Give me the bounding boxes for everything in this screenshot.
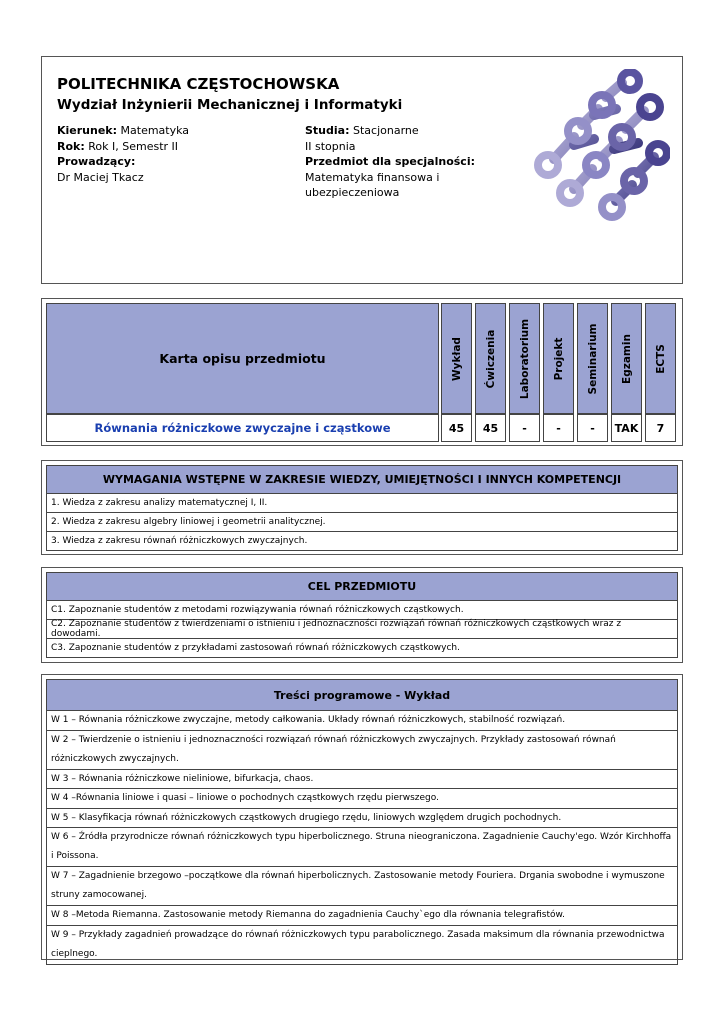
- col-header-ects: ECTS: [645, 303, 676, 414]
- prowadzacy-value: Dr Maciej Tkacz: [57, 170, 144, 184]
- lecture-item: W 6 – Źródła przyrodnicze równań różniczkowych typu hiperbolicznego. Struna nieograniczona. Zagadnienie Cauchy'ego. Wzór Kirchhoffa i Poissona.: [46, 828, 678, 867]
- header-left-column: [57, 123, 189, 185]
- requirements-section: [41, 460, 683, 555]
- rok-label: Rok:: [57, 139, 85, 153]
- value-seminarium: -: [577, 414, 608, 442]
- lecture-item: W 2 – Twierdzenie o istnieniu i jednoznaczności rozwiązań równań różniczkowych zwyczajnych. Przykłady zastosowań równań różniczkowych zwyczajnych.: [46, 731, 678, 770]
- lecture-item: W 5 – Klasyfikacja równań różniczkowych cząstkowych drugiego rzędu, liniowych względem drugich pochodnych.: [46, 809, 678, 829]
- rok-value: Rok I, Semestr II: [88, 139, 179, 153]
- col-header-laboratorium: Laboratorium: [509, 303, 540, 414]
- lectures-title: Treści programowe - Wykład: [46, 679, 678, 711]
- goal-item: C1. Zapoznanie studentów z metodami rozwiązywania równań różniczkowych cząstkowych.: [46, 601, 678, 620]
- col-header-wyklad: Wykład: [441, 303, 472, 414]
- lecture-item: W 1 – Równania różniczkowe zwyczajne, metody całkowania. Układy równań różniczkowych, stabilność rozwiązań.: [46, 711, 678, 731]
- header-right-column: [305, 123, 475, 201]
- col-header-egzamin: Egzamin: [611, 303, 642, 414]
- kierunek-label: Kierunek:: [57, 124, 118, 137]
- lecture-item: W 8 –Metoda Riemanna. Zastosowanie metody Riemanna do zagadnienia Cauchy`ego dla równania telegrafistów.: [46, 906, 678, 926]
- col-header-cwiczenia: Ćwiczenia: [475, 303, 506, 414]
- kierunek-value: Matematyka: [120, 124, 190, 137]
- przedmiot-line1: Matematyka finansowa i: [305, 170, 440, 184]
- value-laboratorium: -: [509, 414, 540, 442]
- goal-item: C2. Zapoznanie studentów z twierdzeniami o istnieniu i jednoznaczności rozwiązań równań różniczkowych cząstkowych wraz z dowodami.: [46, 620, 678, 639]
- goal-item: C3. Zapoznanie studentów z przykładami zastosowań równań różniczkowych cząstkowych.: [46, 639, 678, 658]
- value-cwiczenia: 45: [475, 414, 506, 442]
- col-header-seminarium: Seminarium: [577, 303, 608, 414]
- col-header-projekt: Projekt: [543, 303, 574, 414]
- value-projekt: -: [543, 414, 574, 442]
- subject-name: Równania różniczkowe zwyczajne i cząstkowe: [46, 414, 439, 442]
- card-title: Karta opisu przedmiotu: [46, 303, 439, 414]
- przedmiot-label: Przedmiot dla specjalności:: [305, 155, 475, 168]
- prowadzacy-label: Prowadzący:: [57, 155, 136, 168]
- subject-card: [41, 298, 683, 446]
- lecture-item: W 4 –Równania liniowe i quasi – liniowe o pochodnych cząstkowych rzędu pierwszego.: [46, 789, 678, 809]
- header-box: [41, 56, 683, 284]
- university-logo-icon: [534, 69, 670, 221]
- lecture-item: W 9 – Przykłady zagadnień prowadzące do równań różniczkowych typu parabolicznego. Zasada maksimum dla równania przewodnictwa cieplnego.: [46, 926, 678, 965]
- requirement-item: 3. Wiedza z zakresu równań różniczkowych zwyczajnych.: [46, 532, 678, 551]
- value-wyklad: 45: [441, 414, 472, 442]
- requirements-title: WYMAGANIA WSTĘPNE W ZAKRESIE WIEDZY, UMIEJĘTNOŚCI I INNYCH KOMPETENCJI: [46, 465, 678, 494]
- studia-label: Studia:: [305, 124, 350, 137]
- university-name: POLITECHNIKA CZĘSTOCHOWSKA: [57, 75, 340, 93]
- lecture-item: W 7 – Zagadnienie brzegowo –początkowe dla równań hiperbolicznych. Zastosowanie metody Fouriera. Drgania swobodne i wymuszone struny zamocowanej.: [46, 867, 678, 906]
- lecture-item: W 3 – Równania różniczkowe nieliniowe, bifurkacja, chaos.: [46, 770, 678, 790]
- lectures-section: [41, 674, 683, 960]
- value-egzamin: TAK: [611, 414, 642, 442]
- przedmiot-line2: ubezpieczeniowa: [305, 186, 400, 199]
- requirement-item: 2. Wiedza z zakresu algebry liniowej i geometrii analitycznej.: [46, 513, 678, 532]
- studia-value: Stacjonarne: [352, 124, 419, 137]
- stopien-value: II stopnia: [305, 139, 356, 153]
- goals-section: [41, 567, 683, 663]
- requirement-item: 1. Wiedza z zakresu analizy matematycznej I, II.: [46, 494, 678, 513]
- value-ects: 7: [645, 414, 676, 442]
- goals-title: CEL PRZEDMIOTU: [46, 572, 678, 601]
- faculty-name: Wydział Inżynierii Mechanicznej i Informatyki: [57, 97, 403, 113]
